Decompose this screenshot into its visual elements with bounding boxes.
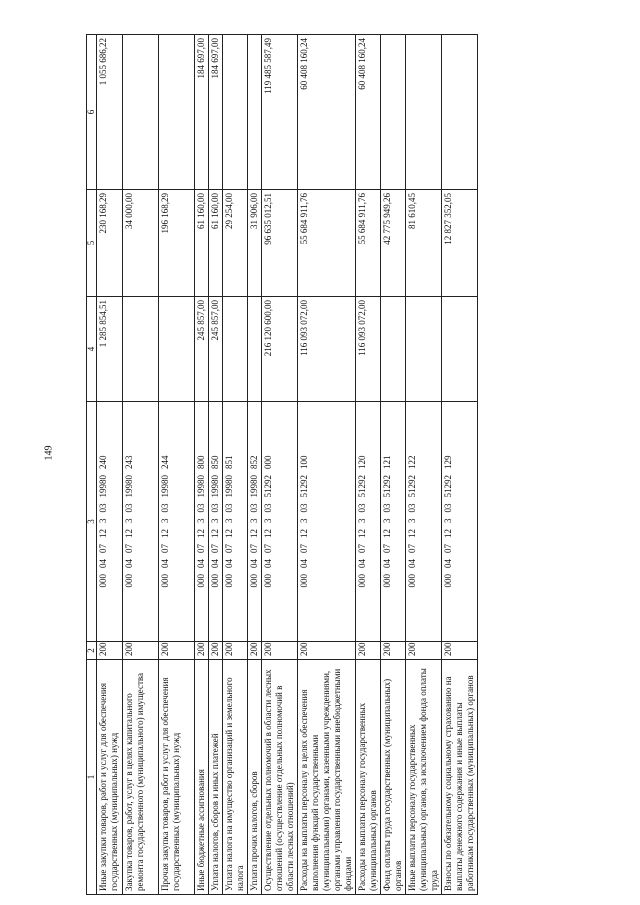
- table-row: [97, 35, 123, 895]
- budget-code-part: 3: [160, 518, 170, 523]
- row-executed-amount: 42 775 949,26: [381, 190, 406, 297]
- table-row: [381, 35, 406, 895]
- budget-code-part: 04: [224, 559, 234, 568]
- budget-code-part: 07: [357, 544, 367, 553]
- row-line-code: 200: [223, 642, 248, 660]
- table-row: [298, 35, 356, 895]
- budget-code-part: 19980: [160, 475, 170, 498]
- row-description: Иные бюджетные ассигнования: [195, 660, 209, 895]
- budget-code-part: 12: [249, 529, 259, 538]
- budget-code-part: 04: [124, 559, 134, 568]
- budget-code-part: 07: [98, 544, 108, 553]
- budget-code-part: 04: [382, 559, 392, 568]
- budget-code-part: 12: [224, 529, 234, 538]
- budget-code-part: 129: [443, 455, 453, 469]
- row-unexecuted-amount: [381, 35, 406, 190]
- budget-code-part: 120: [357, 455, 367, 469]
- row-description: Иные выплаты персоналу государственных (муниципальных) органов, за исключением фонда оплаты труда: [406, 660, 442, 895]
- row-budget-code: [195, 402, 209, 642]
- row-executed-amount: 61 160,00: [195, 190, 209, 297]
- row-approved-amount: [123, 297, 159, 402]
- table-row: [356, 35, 381, 895]
- row-approved-amount: [381, 297, 406, 402]
- row-line-code: 200: [248, 642, 262, 660]
- budget-code-part: 04: [357, 559, 367, 568]
- budget-code-part: 03: [263, 503, 273, 513]
- budget-code-part: 12: [443, 529, 453, 538]
- table-body: [97, 35, 478, 895]
- budget-code-part: 000: [160, 574, 170, 588]
- budget-code-part: 03: [160, 503, 170, 513]
- budget-code-part: 19980: [224, 475, 234, 498]
- budget-code-part: 100: [299, 455, 309, 469]
- budget-code-part: 3: [443, 518, 453, 523]
- budget-code-part: 000: [382, 574, 392, 588]
- budget-code-part: 3: [210, 518, 220, 523]
- budget-code-part: 000: [443, 574, 453, 588]
- table-row: [209, 35, 223, 895]
- budget-code-part: 000: [299, 574, 309, 588]
- budget-code-part: 51292: [382, 475, 392, 498]
- row-executed-amount: 96 635 012,51: [262, 190, 298, 297]
- budget-code-part: 12: [160, 529, 170, 538]
- row-budget-code: [262, 402, 298, 642]
- row-approved-amount: [248, 297, 262, 402]
- budget-code-part: 04: [210, 559, 220, 568]
- budget-code-part: 07: [382, 544, 392, 553]
- budget-code-part: 3: [407, 518, 417, 523]
- budget-code-part: 19980: [196, 475, 206, 498]
- budget-code-part: 07: [263, 544, 273, 553]
- row-unexecuted-amount: [159, 35, 195, 190]
- budget-code-part: 000: [98, 574, 108, 588]
- budget-code-part: 3: [382, 518, 392, 523]
- budget-code-part: 07: [124, 544, 134, 553]
- row-approved-amount: 1 285 854,51: [97, 297, 123, 402]
- budget-code-part: 000: [210, 574, 220, 588]
- budget-code-part: 51292: [357, 475, 367, 498]
- row-line-code: 200: [97, 642, 123, 660]
- budget-code-part: 03: [249, 503, 259, 513]
- row-line-code: 200: [209, 642, 223, 660]
- budget-code-part: 3: [124, 518, 134, 523]
- row-line-code: 200: [298, 642, 356, 660]
- budget-code-part: 12: [124, 529, 134, 538]
- budget-code-part: 12: [382, 529, 392, 538]
- budget-code-part: 000: [357, 574, 367, 588]
- row-unexecuted-amount: [223, 35, 248, 190]
- row-executed-amount: 34 000,00: [123, 190, 159, 297]
- row-budget-code: [159, 402, 195, 642]
- row-executed-amount: 230 168,29: [97, 190, 123, 297]
- budget-code-part: 19980: [249, 475, 259, 498]
- budget-code-part: 12: [196, 529, 206, 538]
- budget-code-part: 51292: [263, 475, 273, 498]
- budget-code-part: 04: [407, 559, 417, 568]
- budget-code-part: 19980: [210, 475, 220, 498]
- row-description: Закупка товаров, работ, услуг в целях капитального ремонта государственного (муниципального) имущества: [123, 660, 159, 895]
- row-budget-code: [298, 402, 356, 642]
- table-row: [195, 35, 209, 895]
- row-description: Взносы по обязательному социальному страхованию на выплаты денежного содержания и иные выплаты работникам государственных (муниципальных) органов: [442, 660, 478, 895]
- row-approved-amount: [223, 297, 248, 402]
- budget-code-part: 3: [98, 518, 108, 523]
- table-row: [159, 35, 195, 895]
- budget-code-part: 04: [98, 559, 108, 568]
- row-approved-amount: [442, 297, 478, 402]
- budget-code-part: 07: [160, 544, 170, 553]
- budget-code-part: 3: [263, 518, 273, 523]
- row-executed-amount: 55 684 911,76: [298, 190, 356, 297]
- row-line-code: 200: [442, 642, 478, 660]
- budget-code-part: 000: [263, 574, 273, 588]
- budget-code-part: 800: [196, 455, 206, 469]
- budget-code-part: 12: [263, 529, 273, 538]
- row-budget-code: [209, 402, 223, 642]
- budget-code-part: 12: [98, 529, 108, 538]
- budget-code-part: 07: [224, 544, 234, 553]
- budget-code-part: 3: [249, 518, 259, 523]
- row-line-code: 200: [195, 642, 209, 660]
- budget-code-part: 51292: [407, 475, 417, 498]
- budget-code-part: 04: [443, 559, 453, 568]
- budget-code-part: 240: [98, 455, 108, 469]
- row-executed-amount: 12 827 352,05: [442, 190, 478, 297]
- budget-code-part: 51292: [299, 475, 309, 498]
- budget-code-part: 000: [224, 574, 234, 588]
- budget-code-part: 03: [98, 503, 108, 513]
- row-budget-code: [381, 402, 406, 642]
- budget-code-part: 12: [210, 529, 220, 538]
- table-row: [406, 35, 442, 895]
- budget-code-part: 04: [196, 559, 206, 568]
- column-header: 2: [87, 642, 97, 660]
- row-description: Уплата налога на имущество организаций и земельного налога: [223, 660, 248, 895]
- row-executed-amount: 81 610,45: [406, 190, 442, 297]
- page-number-text: 149: [43, 445, 55, 461]
- row-line-code: 200: [159, 642, 195, 660]
- row-executed-amount: 29 254,00: [223, 190, 248, 297]
- budget-code-part: 3: [196, 518, 206, 523]
- row-unexecuted-amount: 184 697,00: [209, 35, 223, 190]
- table-row: [223, 35, 248, 895]
- row-unexecuted-amount: 184 697,00: [195, 35, 209, 190]
- budget-code-part: 000: [263, 455, 273, 469]
- budget-code-part: 03: [210, 503, 220, 513]
- row-description: Фонд оплаты труда государственных (муниципальных) органов: [381, 660, 406, 895]
- page-number: [42, 445, 56, 461]
- row-description: Уплата прочих налогов, сборов: [248, 660, 262, 895]
- table-row: [262, 35, 298, 895]
- budget-code-part: 03: [382, 503, 392, 513]
- budget-code-part: 850: [210, 455, 220, 469]
- row-approved-amount: [406, 297, 442, 402]
- budget-code-part: 000: [407, 574, 417, 588]
- budget-code-part: 07: [443, 544, 453, 553]
- budget-code-part: 07: [407, 544, 417, 553]
- row-line-code: 200: [262, 642, 298, 660]
- column-header: 4: [87, 297, 97, 402]
- table-row: [123, 35, 159, 895]
- row-approved-amount: 245 857,00: [195, 297, 209, 402]
- budget-code-part: 12: [357, 529, 367, 538]
- row-budget-code: [223, 402, 248, 642]
- budget-code-part: 3: [224, 518, 234, 523]
- budget-code-part: 07: [196, 544, 206, 553]
- budget-code-part: 19980: [98, 475, 108, 498]
- row-line-code: 200: [123, 642, 159, 660]
- row-unexecuted-amount: 60 408 160,24: [298, 35, 356, 190]
- row-executed-amount: 196 168,29: [159, 190, 195, 297]
- row-description: Уплата налогов, сборов и иных платежей: [209, 660, 223, 895]
- column-header: 6: [87, 35, 97, 190]
- budget-code-part: 243: [124, 455, 134, 469]
- budget-code-part: 04: [299, 559, 309, 568]
- budget-code-part: 07: [210, 544, 220, 553]
- budget-code-part: 000: [249, 574, 259, 588]
- row-approved-amount: 245 857,00: [209, 297, 223, 402]
- budget-code-part: 04: [249, 559, 259, 568]
- budget-code-part: 3: [357, 518, 367, 523]
- row-unexecuted-amount: [248, 35, 262, 190]
- column-header: 1: [87, 660, 97, 895]
- row-unexecuted-amount: 119 485 587,49: [262, 35, 298, 190]
- row-approved-amount: [159, 297, 195, 402]
- row-approved-amount: 216 120 600,00: [262, 297, 298, 402]
- budget-code-part: 03: [224, 503, 234, 513]
- budget-code-part: 122: [407, 455, 417, 469]
- row-executed-amount: 61 160,00: [209, 190, 223, 297]
- budget-code-part: 3: [299, 518, 309, 523]
- budget-code-part: 244: [160, 455, 170, 469]
- row-unexecuted-amount: [406, 35, 442, 190]
- row-approved-amount: 116 093 072,00: [356, 297, 381, 402]
- row-budget-code: [442, 402, 478, 642]
- budget-code-part: 121: [382, 455, 392, 469]
- row-description: Иные закупки товаров, работ и услуг для обеспечения государственных (муниципальных) нужд: [97, 660, 123, 895]
- budget-code-part: 12: [407, 529, 417, 538]
- row-line-code: 200: [406, 642, 442, 660]
- column-header: 3: [87, 402, 97, 642]
- budget-code-part: 04: [160, 559, 170, 568]
- budget-code-part: 03: [357, 503, 367, 513]
- budget-code-part: 000: [196, 574, 206, 588]
- budget-code-part: 19980: [124, 475, 134, 498]
- row-unexecuted-amount: 1 055 686,22: [97, 35, 123, 190]
- budget-code-part: 852: [249, 455, 259, 469]
- row-description: Прочая закупка товаров, работ и услуг для обеспечения государственных (муниципальных) нужд: [159, 660, 195, 895]
- row-unexecuted-amount: 60 408 160,24: [356, 35, 381, 190]
- budget-code-part: 03: [124, 503, 134, 513]
- budget-table: [86, 34, 478, 895]
- budget-code-part: 000: [124, 574, 134, 588]
- row-budget-code: [123, 402, 159, 642]
- budget-code-part: 04: [263, 559, 273, 568]
- budget-code-part: 03: [443, 503, 453, 513]
- row-line-code: 200: [356, 642, 381, 660]
- row-unexecuted-amount: [123, 35, 159, 190]
- table-row: [442, 35, 478, 895]
- budget-code-part: 03: [299, 503, 309, 513]
- row-budget-code: [97, 402, 123, 642]
- row-approved-amount: 116 093 072,00: [298, 297, 356, 402]
- row-budget-code: [248, 402, 262, 642]
- header-row: [87, 35, 97, 895]
- row-budget-code: [356, 402, 381, 642]
- row-description: Осуществление отдельных полномочий в области лесных отношений (осуществление отдельных полномочий в области лесных отношений): [262, 660, 298, 895]
- budget-code-part: 07: [249, 544, 259, 553]
- table-row: [248, 35, 262, 895]
- budget-code-part: 03: [407, 503, 417, 513]
- column-header: 5: [87, 190, 97, 297]
- row-description: Расходы на выплаты персоналу государственных (муниципальных) органов: [356, 660, 381, 895]
- budget-code-part: 851: [224, 455, 234, 469]
- row-executed-amount: 55 684 911,76: [356, 190, 381, 297]
- budget-code-part: 51292: [443, 475, 453, 498]
- budget-code-part: 03: [196, 503, 206, 513]
- budget-code-part: 07: [299, 544, 309, 553]
- row-executed-amount: 31 906,00: [248, 190, 262, 297]
- rotated-page: [86, 35, 640, 895]
- row-description: Расходы на выплаты персоналу в целях обеспечения выполнения функций государственными (муниципальными) органами, казенными учреждениями, органами управления государственными внебюджетными фондами: [298, 660, 356, 895]
- row-line-code: 200: [381, 642, 406, 660]
- row-unexecuted-amount: [442, 35, 478, 190]
- budget-code-part: 12: [299, 529, 309, 538]
- row-budget-code: [406, 402, 442, 642]
